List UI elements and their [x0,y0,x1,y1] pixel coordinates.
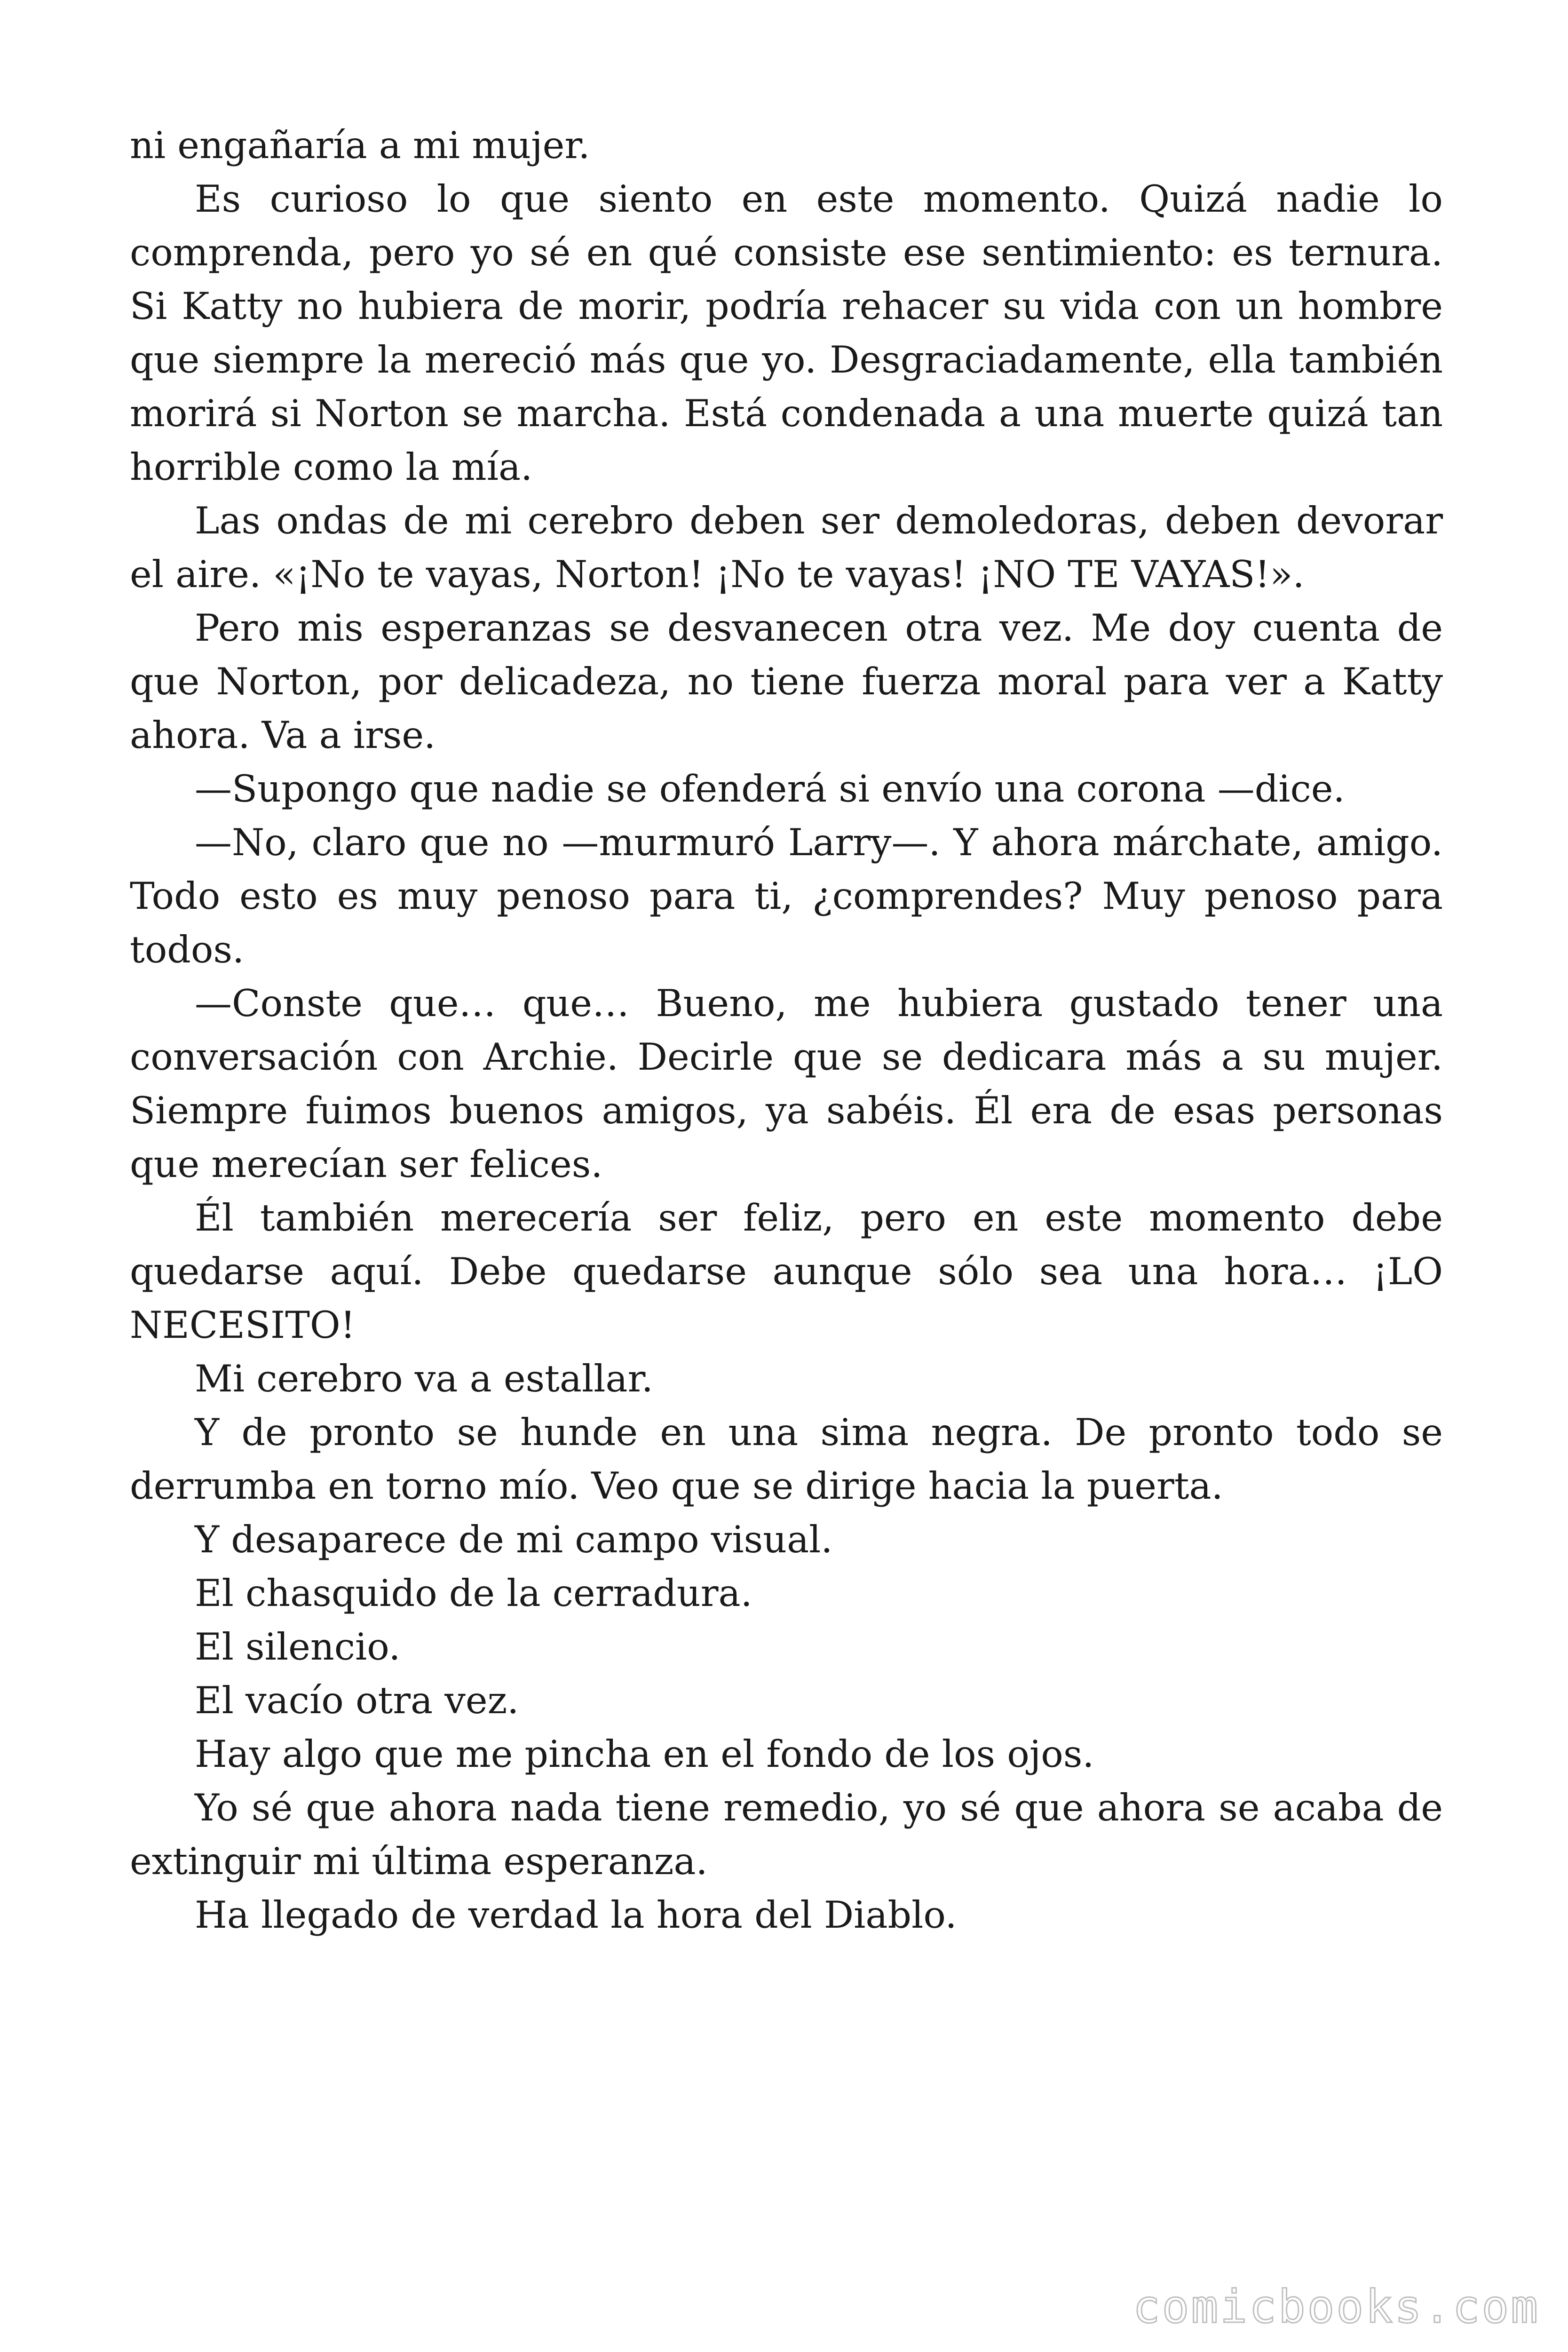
paragraph: —Supongo que nadie se ofenderá si envío una corona —dice. [195,767,1345,810]
page-body-text [130,119,1443,1942]
paragraph: Mi cerebro va a estallar. [195,1357,653,1400]
paragraph: El vacío otra vez. [195,1679,519,1722]
paragraph: ni engañaría a mi mujer. [130,124,590,167]
paragraph: Yo sé que ahora nada tiene remedio, yo sé que ahora se acaba de extinguir mi última esperanza. [130,1786,1443,1883]
paragraph: El silencio. [195,1625,401,1669]
paragraph: Ha llegado de verdad la hora del Diablo. [195,1893,957,1937]
paragraph: El chasquido de la cerradura. [195,1572,752,1615]
paragraph: Y desaparece de mi campo visual. [195,1518,833,1561]
paragraph: Y de pronto se hunde en una sima negra. De pronto todo se derrumba en torno mío. Veo que se dirige hacia la puerta. [130,1411,1443,1508]
paragraph: Es curioso lo que siento en este momento. Quizá nadie lo comprenda, pero yo sé en qué consiste ese sentimiento: es ternura. Si Katty no hubiera de morir, podría rehacer su vida con un hombre que siempre la mereció más que yo. Desgraciadamente, ella también morirá si Norton se marcha. Está condenada a una muerte quizá tan horrible como la mía. [130,177,1443,489]
paragraph: Hay algo que me pincha en el fondo de los ojos. [195,1732,1094,1776]
paragraph: Las ondas de mi cerebro deben ser demoledoras, deben devorar el aire. «¡No te vayas, Norton! ¡No te vayas! ¡NO TE VAYAS!». [130,499,1443,596]
paragraph: Él también merecería ser feliz, pero en este momento debe quedarse aquí. Debe quedarse aunque sólo sea una hora… ¡LO NECESITO! [130,1196,1443,1347]
paragraph: —No, claro que no —murmuró Larry—. Y ahora márchate, amigo. Todo esto es muy penoso para ti, ¿comprendes? Muy penoso para todos. [130,821,1443,971]
paragraph: —Conste que… que… Bueno, me hubiera gustado tener una conversación con Archie. Decirle que se dedicara más a su mujer. Siempre fuimos buenos amigos, ya sabéis. Él era de esas personas que merecían ser felices. [130,982,1443,1186]
watermark: comicbooks.com [1132,2280,1540,2333]
paragraph: Pero mis esperanzas se desvanecen otra vez. Me doy cuenta de que Norton, por delicadeza, no tiene fuerza moral para ver a Katty ahora. Va a irse. [130,606,1443,757]
